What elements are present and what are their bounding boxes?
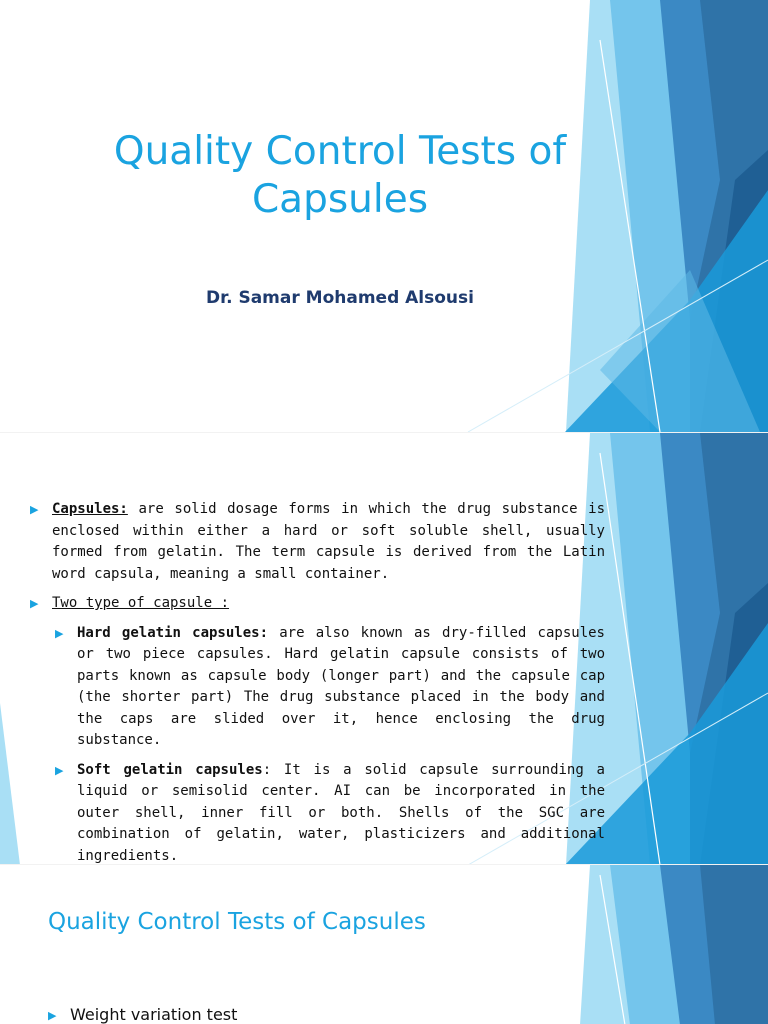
tests-slide [0, 864, 768, 1024]
definition-content [30, 499, 605, 865]
capsules-term: Capsules: [52, 501, 128, 517]
list-item [48, 1005, 237, 1024]
list-item [55, 760, 605, 866]
title-slide [0, 0, 768, 432]
slide-decoration [0, 865, 768, 1024]
play-arrow-icon: ▶ [48, 1009, 57, 1022]
play-arrow-icon: ▶ [30, 597, 39, 610]
list-item [30, 499, 605, 585]
play-arrow-icon: ▶ [55, 763, 64, 777]
presentation-title: Quality Control Tests of Capsules [113, 129, 567, 222]
hard-capsule-term: Hard gelatin capsules: [77, 624, 268, 641]
types-heading: Two type of capsule : [52, 595, 230, 611]
section-title: Quality Control Tests of Capsules [48, 909, 426, 935]
list-item [55, 623, 605, 752]
author-name: Dr. Samar Mohamed Alsousi [206, 288, 474, 308]
capsules-definition: are solid dosage forms in which the drug substance is enclosed within either a hard or soft soluble shell, usually formed from gelatin. The term capsule is derived from the Latin word capsula, meaning a small container. [52, 501, 605, 582]
list-item [30, 593, 605, 615]
hard-capsule-text: are also known as dry-filled capsules or two piece capsules. Hard gelatin capsule consists of two parts known as capsule body (longer part) and the capsule cap (the shorter part) The drug substance placed in the body and the caps are slided over it, hence enclosing the drug substance. [77, 624, 605, 748]
soft-capsule-text: : It is a solid capsule surrounding a liquid or semisolid center. AI can be incorporated in the outer shell, inner fill or both. Shells of the SGC are combination of gelatin, water, plasticizers and additional ingredients. [77, 761, 605, 864]
play-arrow-icon: ▶ [55, 626, 64, 640]
weight-variation-item: Weight variation test [70, 1005, 238, 1024]
definition-slide [0, 432, 768, 865]
soft-capsule-term: Soft gelatin capsules [77, 761, 263, 778]
play-arrow-icon: ▶ [30, 503, 39, 516]
